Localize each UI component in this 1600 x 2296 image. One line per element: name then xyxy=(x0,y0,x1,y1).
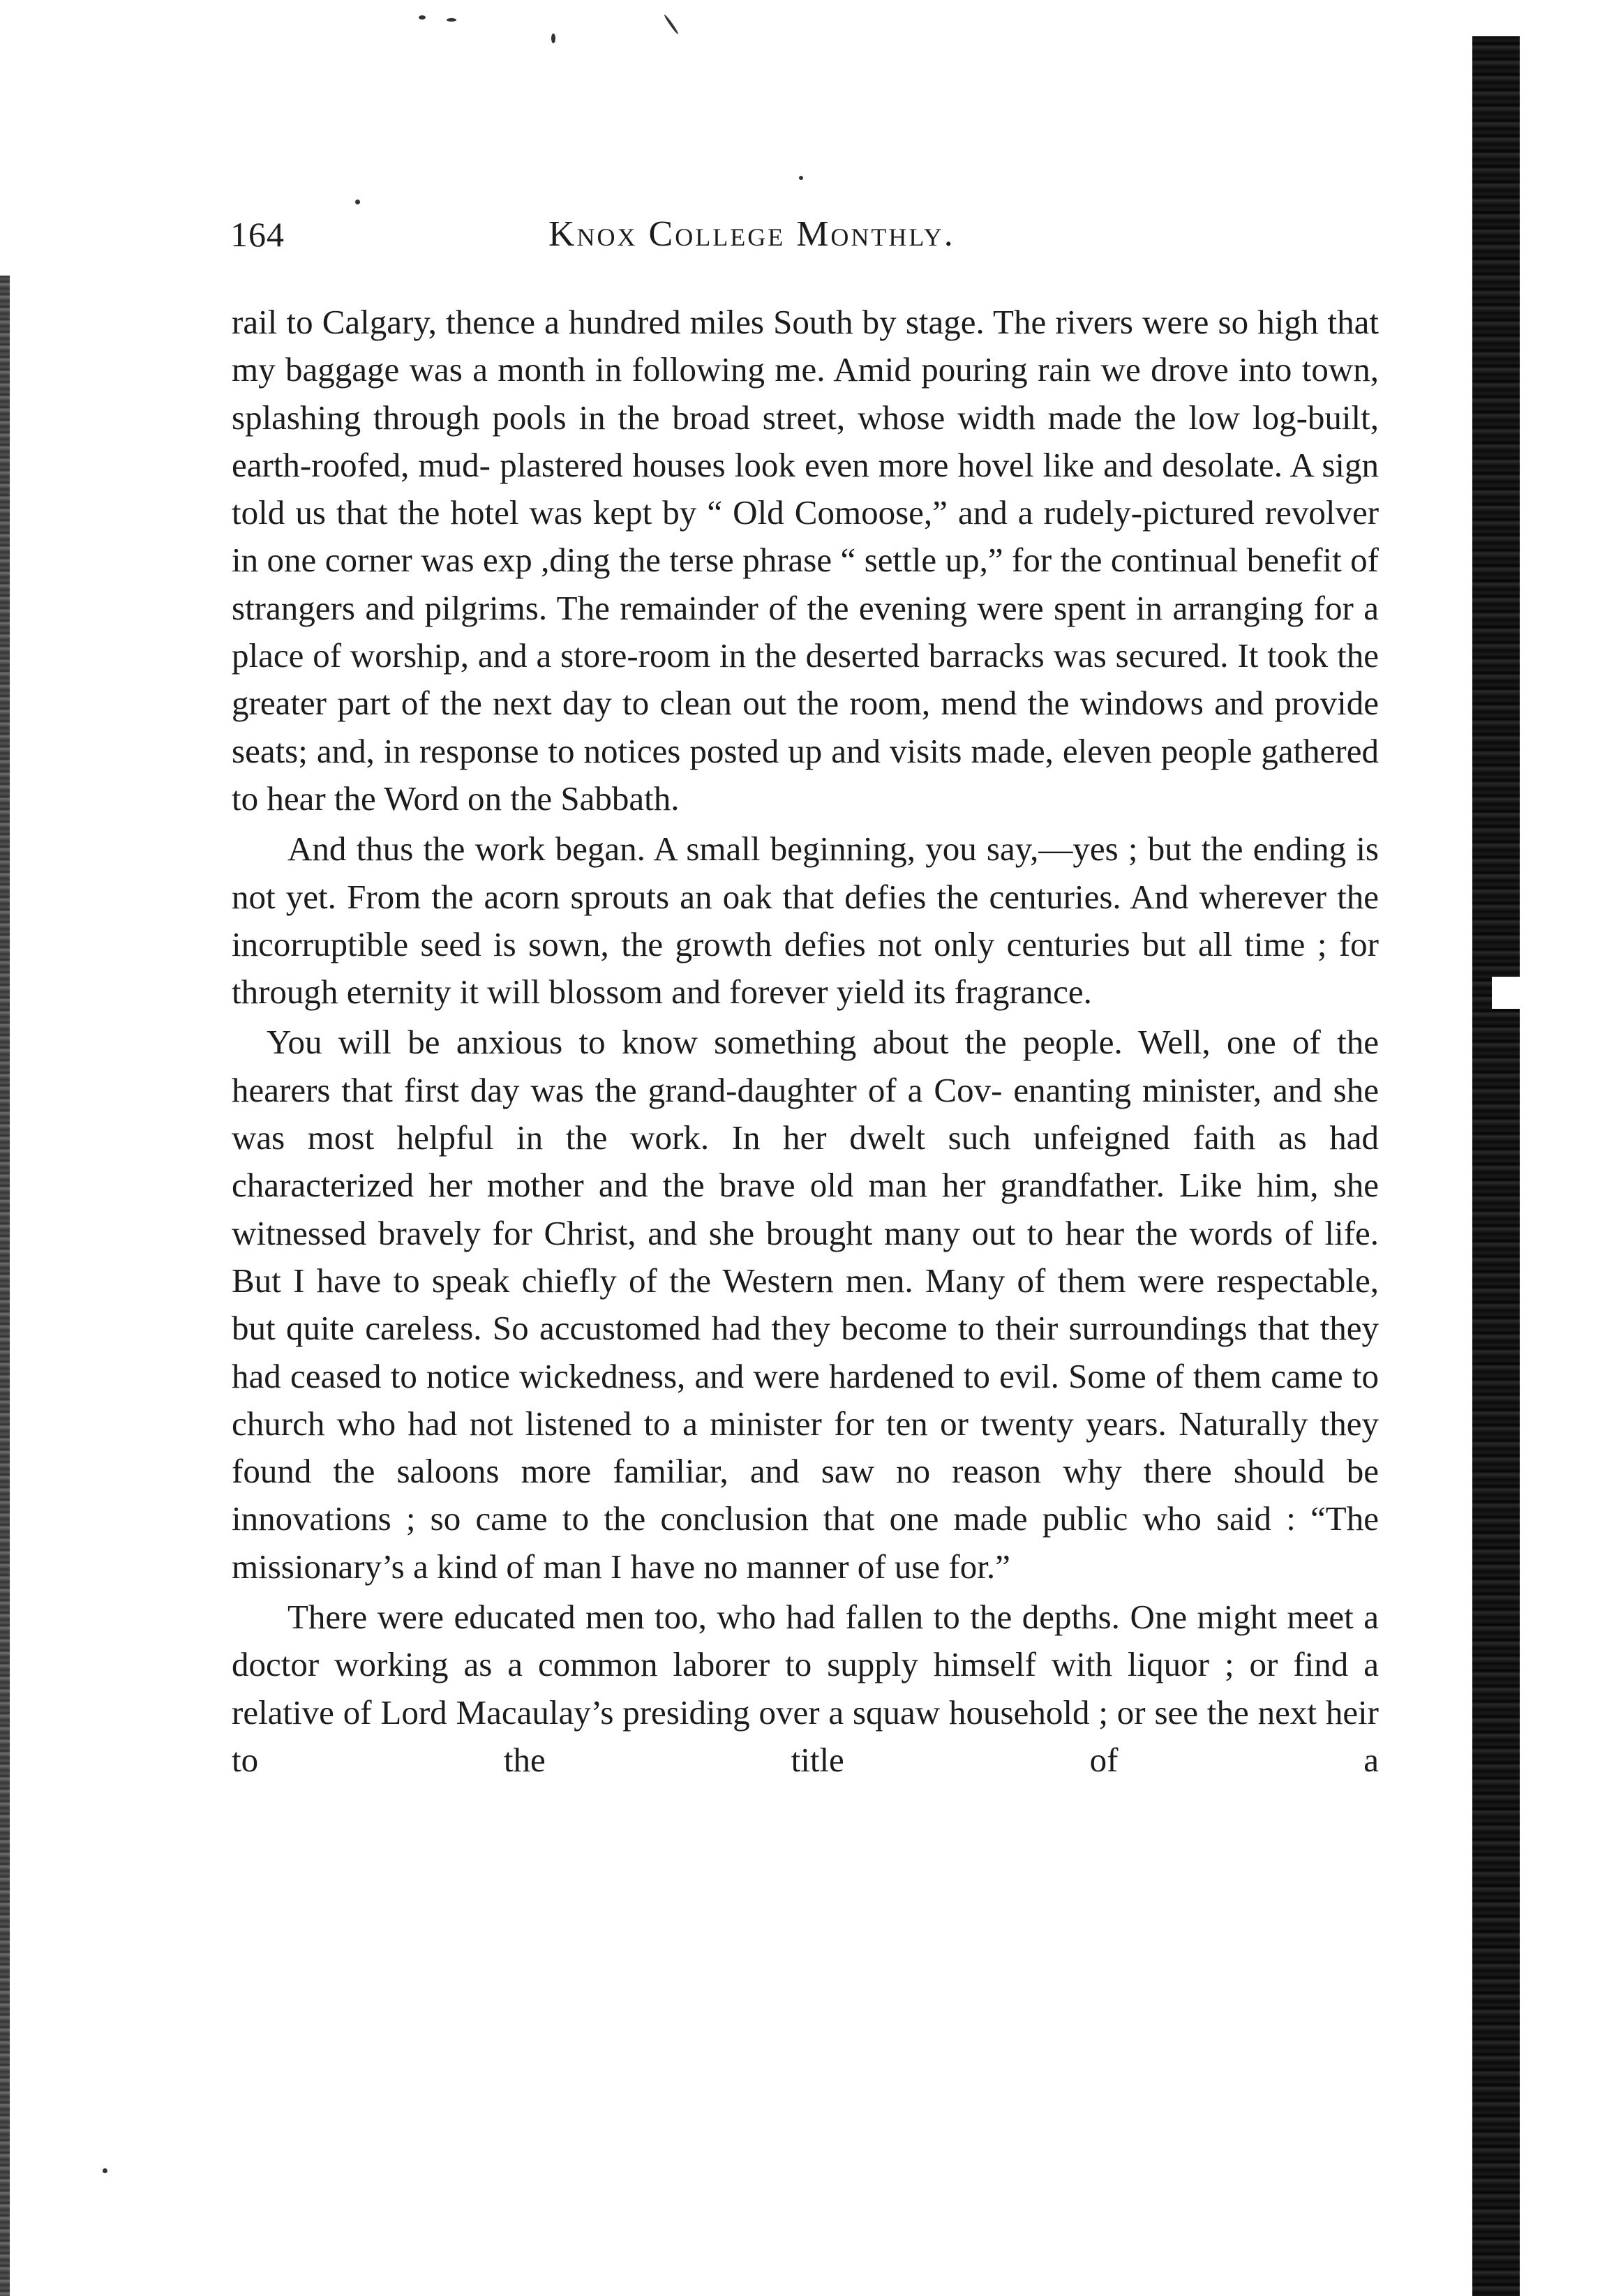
scan-speck xyxy=(355,200,360,204)
text-line: life. But I have to speak chiefly of the Western men. Many of xyxy=(232,1213,1380,1300)
page-header xyxy=(230,207,1375,262)
scan-speck xyxy=(447,18,456,22)
paragraph xyxy=(232,1019,1379,1591)
text-line: broad street, whose width made the low log-built, earth-roofed, mud- xyxy=(232,398,1379,484)
running-head: Knox College Monthly. xyxy=(548,214,955,254)
text-line: why there should be innovations ; so came to the conclusion that xyxy=(232,1452,1379,1538)
text-line: but the ending is not yet. From the acorn sprouts an oak that xyxy=(232,830,1380,916)
text-line: wickedness, and were hardened to evil. Some of them came to xyxy=(519,1356,1379,1395)
text-line: dwelt such unfeigned faith as had characterized her mother and xyxy=(232,1118,1380,1205)
text-line: pouring rain we drove into town, splashing through pools in the xyxy=(232,350,1379,437)
text-line: the brave old man her grandfather. Like him, she witnessed xyxy=(232,1166,1380,1252)
text-line: have no manner of use for.” xyxy=(630,1547,1010,1586)
text-line: us that the hotel was kept by “ Old Comoose,” and a rudely-pictured xyxy=(295,493,1255,532)
text-line: for the continual benefit of strangers and pilgrims. The remainder of xyxy=(232,541,1379,627)
text-line: Naturally they found the saloons more familiar, and saw no reason xyxy=(232,1404,1380,1491)
scan-speck xyxy=(664,14,680,35)
text-line: one made public who said : “The missionary’s a kind of man I xyxy=(232,1499,1379,1586)
text-line: one of the hearers that first day was the grand-daughter of a Cov- xyxy=(232,1023,1379,1109)
text-line: There were educated men too, who had fallen to the depths. xyxy=(287,1598,1120,1637)
text-line: church who had not listened to a minister for ten or twenty years. xyxy=(232,1404,1167,1443)
scan-edge-left xyxy=(0,276,10,2296)
text-line: they become to their surroundings that they had ceased to notice xyxy=(232,1309,1379,1395)
text-line: eternity it will blossom and forever yield its fragrance. xyxy=(346,973,1092,1012)
text-line: and visits made, eleven people gathered to hear the Word on the xyxy=(232,731,1379,818)
text-line: the growth defies not only centuries but all time ; for through xyxy=(232,924,1380,1012)
text-line: revolver in one corner was exp ,ding the terse phrase “ settle up,” xyxy=(232,493,1380,580)
scan-edge-notch xyxy=(1492,977,1520,1009)
scan-speck xyxy=(419,15,426,20)
scan-speck xyxy=(103,2168,107,2173)
text-line: defies the centuries. And wherever the incorruptible seed is sown, xyxy=(232,877,1379,963)
text-line: Sabbath. xyxy=(560,779,680,818)
text-line: store-room in the deserted barracks was secured. It took the xyxy=(560,636,1379,675)
text-line: enanting minister, and she was most helpful in the work. In her xyxy=(232,1070,1379,1157)
body-text xyxy=(232,299,1379,1784)
paragraph xyxy=(232,299,1379,823)
scan-speck xyxy=(799,176,803,180)
text-line: himself with liquor ; or find a relative of Lord Macaulay’s presiding xyxy=(232,1645,1380,1732)
text-line: plastered houses look even more hovel like and desolate. A sign told xyxy=(232,445,1380,532)
text-line: them were respectable, but quite careless. So accustomed had xyxy=(232,1261,1379,1348)
text-line: rail to Calgary, thence a hundred miles South by stage. The rivers xyxy=(232,303,1133,341)
text-line: were so high that my baggage was a month in following me. Amid xyxy=(232,303,1379,389)
text-line: over a squaw household ; or see the next heir to the title of a xyxy=(232,1693,1379,1779)
text-line: You will be anxious to know something about the people. Well, xyxy=(267,1023,1211,1062)
scan-edge-right xyxy=(1472,36,1520,2296)
text-line: windows and provide seats; and, in response to notices posted up xyxy=(232,684,1379,770)
text-line: bravely for Christ, and she brought many out to hear the words of xyxy=(377,1213,1313,1252)
page-number: 164 xyxy=(230,215,285,254)
text-line: greater part of the next day to clean out the room, mend the xyxy=(232,684,1070,723)
paragraph xyxy=(232,825,1379,1016)
text-line: the evening were spent in arranging for a place of worship, and a xyxy=(232,588,1379,675)
paragraph xyxy=(232,1593,1379,1784)
text-line: One might meet a doctor working as a common laborer to supply xyxy=(232,1598,1379,1684)
text-line: And thus the work began. A small beginning, you say,—yes ; xyxy=(287,830,1138,869)
scan-speck xyxy=(551,33,555,43)
